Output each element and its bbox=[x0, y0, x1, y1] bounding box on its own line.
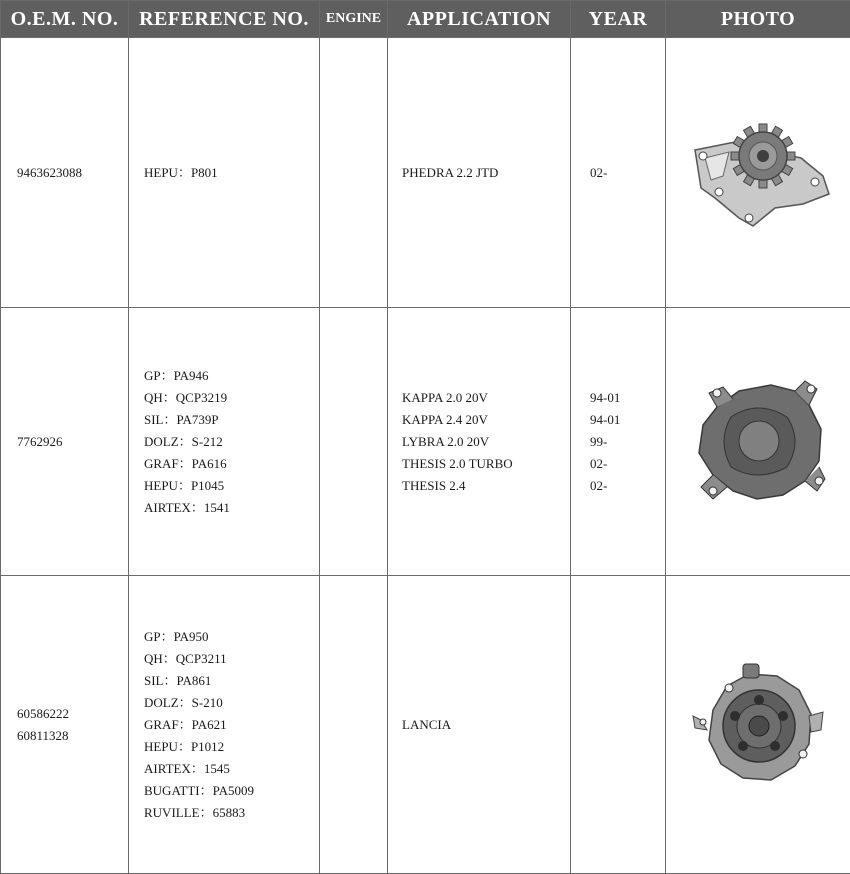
reference-number: RUVILLE：65883 bbox=[144, 804, 246, 820]
header-application: APPLICATION bbox=[388, 1, 571, 38]
engine-cell bbox=[320, 576, 388, 874]
application-model: KAPPA 2.0 20V bbox=[402, 389, 488, 405]
engine-cell bbox=[320, 308, 388, 576]
table-row bbox=[1, 576, 850, 874]
oem-cell bbox=[1, 308, 129, 576]
application-model: THESIS 2.4 bbox=[402, 477, 466, 493]
reference-cell bbox=[129, 308, 320, 576]
table-row bbox=[1, 308, 850, 576]
year-cell bbox=[571, 308, 666, 576]
year-range: 99- bbox=[590, 433, 608, 449]
table-row bbox=[1, 38, 850, 308]
reference-number: GRAF：PA616 bbox=[144, 455, 227, 471]
water-pump-housing-icon bbox=[683, 377, 833, 507]
reference-cell bbox=[129, 576, 320, 874]
oem-number: 9463623088 bbox=[17, 164, 82, 180]
header-engine: ENGINE bbox=[320, 1, 388, 38]
oem-cell bbox=[1, 38, 129, 308]
reference-cell bbox=[129, 38, 320, 308]
reference-number: SIL：PA739P bbox=[144, 411, 219, 427]
application-cell bbox=[388, 576, 571, 874]
reference-number: GP：PA950 bbox=[144, 628, 209, 644]
reference-number: GP：PA946 bbox=[144, 367, 209, 383]
application-model: KAPPA 2.4 20V bbox=[402, 411, 488, 427]
reference-number: HEPU：P1045 bbox=[144, 477, 225, 493]
application-model: LYBRA 2.0 20V bbox=[402, 433, 490, 449]
reference-number: DOLZ：S-210 bbox=[144, 694, 223, 710]
reference-number: DOLZ：S-212 bbox=[144, 433, 223, 449]
oem-cell bbox=[1, 576, 129, 874]
water-pump-impeller-icon bbox=[683, 660, 833, 790]
year-cell bbox=[571, 38, 666, 308]
photo-cell bbox=[666, 38, 850, 308]
year-range: 02- bbox=[590, 455, 608, 471]
header-reference-no: REFERENCE NO. bbox=[129, 1, 320, 38]
application-cell bbox=[388, 308, 571, 576]
photo-cell bbox=[666, 308, 850, 576]
year-range: 02- bbox=[590, 477, 608, 493]
year-range: 02- bbox=[590, 164, 608, 180]
oem-number: 60811328 bbox=[17, 727, 69, 743]
oem-number: 60586222 bbox=[17, 705, 69, 721]
header-oem-no: O.E.M. NO. bbox=[1, 1, 129, 38]
application-model: PHEDRA 2.2 JTD bbox=[402, 164, 499, 180]
reference-number: SIL：PA861 bbox=[144, 672, 212, 688]
application-cell bbox=[388, 38, 571, 308]
year-range: 94-01 bbox=[590, 389, 621, 405]
oem-number: 7762926 bbox=[17, 433, 63, 449]
header-photo: PHOTO bbox=[666, 1, 850, 38]
engine-cell bbox=[320, 38, 388, 308]
table-header-row bbox=[1, 1, 850, 38]
year-range: 94-01 bbox=[590, 411, 621, 427]
application-model: THESIS 2.0 TURBO bbox=[402, 455, 513, 471]
reference-number: BUGATTI：PA5009 bbox=[144, 782, 255, 798]
reference-number: GRAF：PA621 bbox=[144, 716, 227, 732]
reference-number: HEPU：P1012 bbox=[144, 738, 225, 754]
reference-number: AIRTEX：1541 bbox=[144, 499, 230, 515]
header-year: YEAR bbox=[571, 1, 666, 38]
water-pump-gear-icon bbox=[683, 118, 833, 228]
reference-number: AIRTEX：1545 bbox=[144, 760, 230, 776]
application-model: LANCIA bbox=[402, 716, 452, 732]
reference-number: QH：QCP3219 bbox=[144, 389, 228, 405]
reference-number: HEPU：P801 bbox=[144, 164, 218, 180]
photo-cell bbox=[666, 576, 850, 874]
reference-number: QH：QCP3211 bbox=[144, 650, 227, 666]
year-cell bbox=[571, 576, 666, 874]
